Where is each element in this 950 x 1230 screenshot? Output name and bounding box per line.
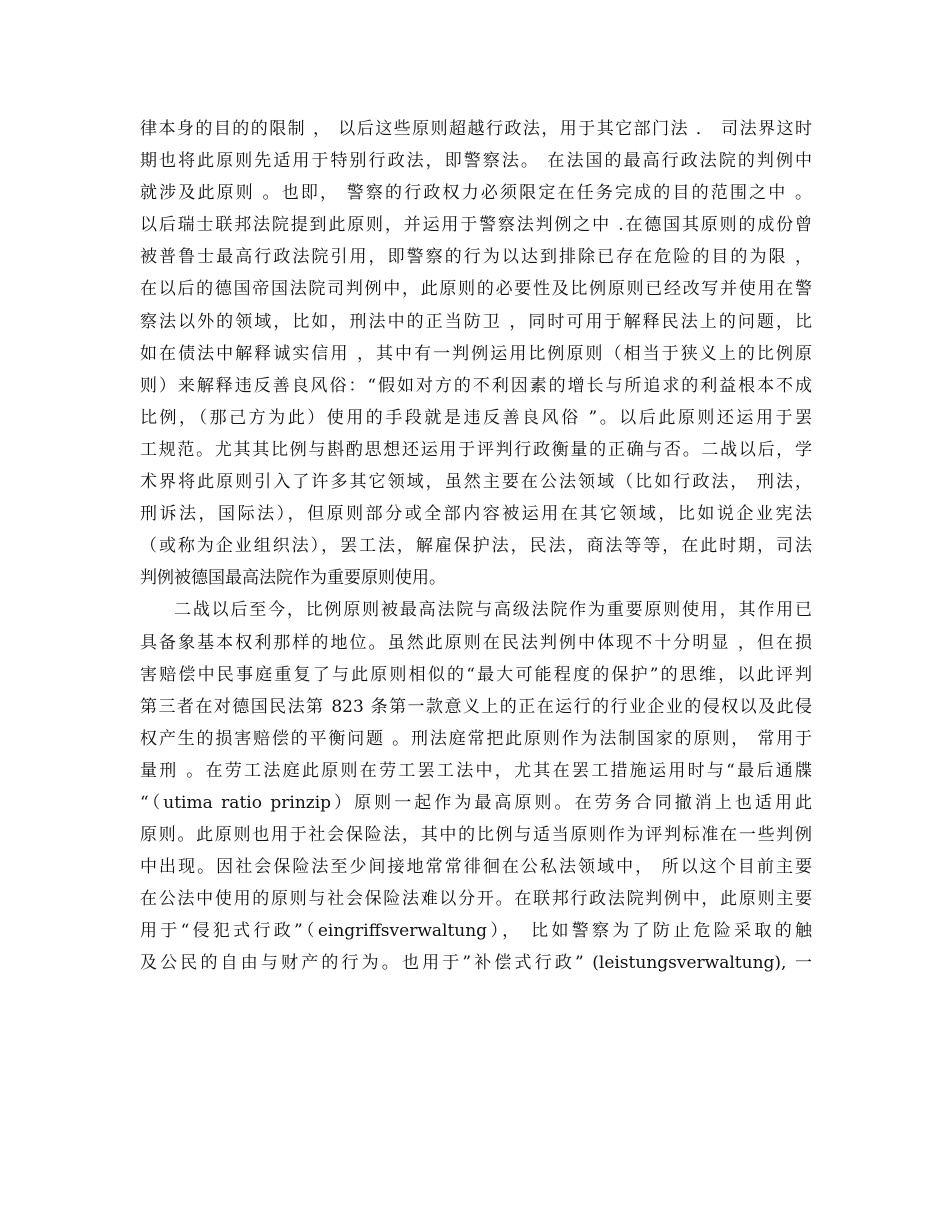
text-line: 害赔偿中民事庭重复了与此原则相似的“最大可能程度的保护”的思维，以此评判 <box>140 664 812 685</box>
text-line: 律本身的目的的限制 ， 以后这些原则超越行政法，用于其它部门法 ． 司法界这时 <box>140 119 812 139</box>
text-line: 术界将此原则引入了许多其它领域，虽然主要在公法领域（比如行政法， 刑法， <box>140 472 812 493</box>
text-line: （或称为企业组织法），罢工法，解雇保护法，民法，商法等等，在此时期，司法 <box>140 536 812 557</box>
text-line: 则）来解释违反善良风俗：“假如对方的不利因素的增长与所追求的利益根本不成 <box>140 375 812 396</box>
text-line: 用于“侵犯式行政”（eingriffsverwaltung）， 比如警察为了防止危险采取的触 <box>140 921 812 942</box>
text-line: 比例，（那己方为此）使用的手段就是违反善良风俗 ”。以后此原则还运用于罢 <box>140 407 812 428</box>
text-line: 期也将此原则先适用于特别行政法，即警察法。 在法国的最高行政法院的判例中 <box>140 151 812 172</box>
text-line: “（utima ratio prinzip）原则一起作为最高原则。在劳务合同撤消上也适用此 <box>140 792 812 813</box>
text-line: 察法以外的领域，比如，刑法中的正当防卫 ，同时可用于解释民法上的问题，比 <box>140 311 812 332</box>
body-text <box>140 113 812 980</box>
text-line: 在公法中使用的原则与社会保险法难以分开。在联邦行政法院判例中，此原则主要 <box>140 889 812 910</box>
text-line: 刑诉法，国际法），但原则部分或全部内容被运用在其它领域，比如说企业宪法 <box>140 504 812 525</box>
text-line: 原则。此原则也用于社会保险法，其中的比例与适当原则作为评判标准在一些判例 <box>140 825 812 846</box>
text-line: 判例被德国最高法院作为重要原则使用。 <box>140 568 446 589</box>
text-line: 具备象基本权利那样的地位。虽然此原则在民法判例中体现不十分明显 ，但在损 <box>140 632 812 653</box>
text-line: 权产生的损害赔偿的平衡问题 。刑法庭常把此原则作为法制国家的原则， 常用于 <box>140 728 812 749</box>
text-line: 以后瑞士联邦法院提到此原则，并运用于警察法判例之中 .在德国其原则的成份曾 <box>140 215 812 236</box>
text-line: 二战以后至今，比例原则被最高法院与高级法院作为重要原则使用，其作用已 <box>174 600 812 621</box>
text-line: 就涉及此原则 。也即， 警察的行政权力必须限定在任务完成的目的范围之中 。 <box>140 183 812 204</box>
text-line: 被普鲁士最高行政法院引用，即警察的行为以达到排除已存在危险的目的为限 ， <box>140 247 812 268</box>
text-line: 中出现。因社会保险法至少间接地常常徘徊在公私法领域中， 所以这个目前主要 <box>140 857 812 878</box>
text-line: 第三者在对德国民法第 823 条第一款意义上的正在运行的行业企业的侵权以及此侵 <box>140 696 812 717</box>
text-line: 量刑 。在劳工法庭此原则在劳工罢工法中，尤其在罢工措施运用时与“最后通牒 <box>140 760 812 781</box>
text-line: 如在债法中解释诚实信用 ，其中有一判例运用比例原则（相当于狭义上的比例原 <box>140 343 812 364</box>
text-line: 工规范。尤其其比例与斟酌思想还运用于评判行政衡量的正确与否。二战以后，学 <box>140 439 812 460</box>
text-line: 在以后的德国帝国法院司判例中，此原则的必要性及比例原则已经改写并使用在警 <box>140 279 812 300</box>
text-line: 及公民的自由与财产的行为。也用于”补偿式行政” (leistungsverwaltung), 一 <box>140 953 812 974</box>
